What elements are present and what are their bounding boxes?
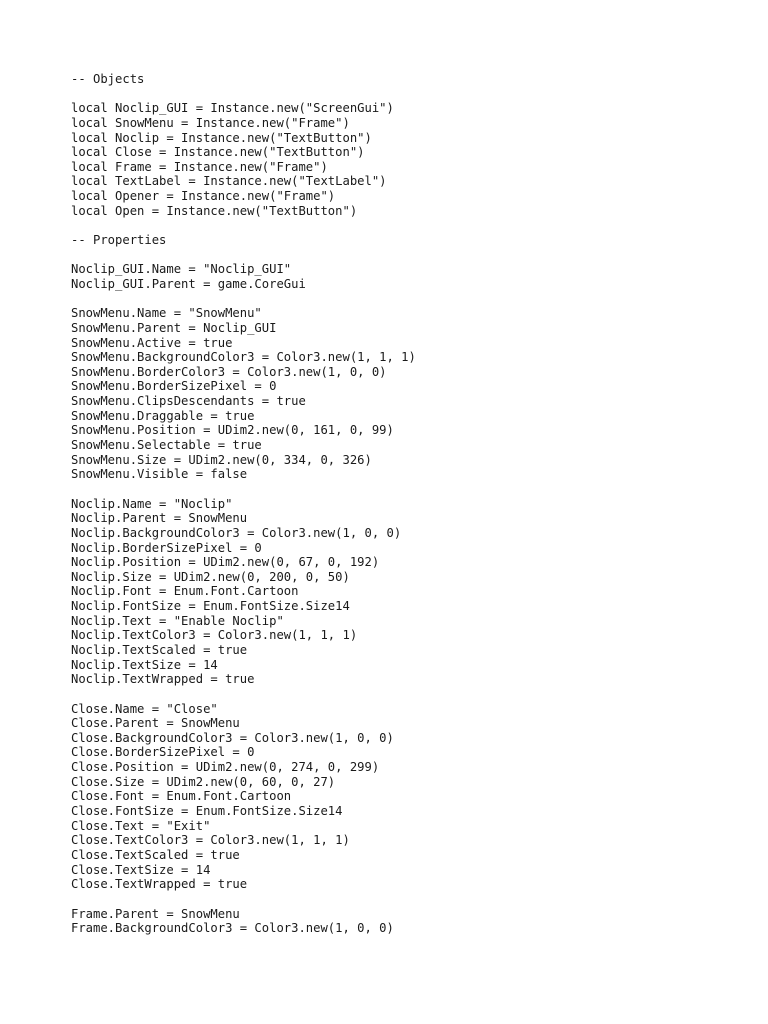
code-line: SnowMenu.ClipsDescendants = true [71, 394, 306, 409]
code-line: Close.Name = "Close" [71, 701, 218, 716]
code-block [71, 907, 731, 936]
code-line: SnowMenu.Draggable = true [71, 408, 255, 423]
code-line: SnowMenu.Selectable = true [71, 438, 262, 453]
code-line: Close.Size = UDim2.new(0, 60, 0, 27) [71, 774, 336, 789]
code-line: local Noclip = Instance.new("TextButton") [71, 130, 372, 145]
code-block [71, 262, 731, 291]
code-line: Noclip.TextScaled = true [71, 642, 248, 657]
code-line: SnowMenu.Size = UDim2.new(0, 334, 0, 326) [71, 452, 372, 467]
code-line: Noclip.FontSize = Enum.FontSize.Size14 [71, 599, 350, 614]
code-line: Noclip.Font = Enum.Font.Cartoon [71, 584, 299, 599]
code-line: Close.Text = "Exit" [71, 818, 211, 833]
code-block [71, 306, 731, 482]
code-line: local Close = Instance.new("TextButton") [71, 145, 365, 160]
code-line: Noclip.Parent = SnowMenu [71, 511, 248, 526]
code-line: Noclip.Position = UDim2.new(0, 67, 0, 192) [71, 555, 380, 570]
code-block [71, 72, 731, 87]
code-line: Noclip.Text = "Enable Noclip" [71, 613, 284, 628]
code-listing [71, 72, 731, 950]
code-line: Close.TextSize = 14 [71, 862, 211, 877]
code-line: SnowMenu.Active = true [71, 335, 233, 350]
code-line: Close.TextScaled = true [71, 847, 240, 862]
code-block [71, 101, 731, 218]
code-line: SnowMenu.Position = UDim2.new(0, 161, 0, 99) [71, 423, 394, 438]
code-line: Frame.BackgroundColor3 = Color3.new(1, 0, 0) [71, 921, 394, 936]
code-line: Close.TextWrapped = true [71, 877, 248, 892]
code-line: local Opener = Instance.new("Frame") [71, 189, 336, 204]
code-line: SnowMenu.Name = "SnowMenu" [71, 306, 262, 321]
code-line: Close.BorderSizePixel = 0 [71, 745, 255, 760]
code-block [71, 497, 731, 687]
code-line: Noclip.BackgroundColor3 = Color3.new(1, 0, 0) [71, 525, 402, 540]
code-line: SnowMenu.BorderSizePixel = 0 [71, 379, 277, 394]
code-line: SnowMenu.BorderColor3 = Color3.new(1, 0, 0) [71, 364, 387, 379]
code-line: Close.BackgroundColor3 = Color3.new(1, 0, 0) [71, 730, 394, 745]
code-line: SnowMenu.Visible = false [71, 467, 248, 482]
code-line: Noclip.TextSize = 14 [71, 657, 218, 672]
code-line: local SnowMenu = Instance.new("Frame") [71, 115, 350, 130]
code-line: local Noclip_GUI = Instance.new("ScreenGui") [71, 101, 394, 116]
code-line: Close.TextColor3 = Color3.new(1, 1, 1) [71, 833, 350, 848]
code-line: Noclip.Size = UDim2.new(0, 200, 0, 50) [71, 569, 350, 584]
code-line: local Open = Instance.new("TextButton") [71, 203, 358, 218]
code-line: Close.Position = UDim2.new(0, 274, 0, 299) [71, 760, 380, 775]
code-line: SnowMenu.Parent = Noclip_GUI [71, 320, 277, 335]
code-line: Close.Font = Enum.Font.Cartoon [71, 789, 292, 804]
code-line: Noclip.TextColor3 = Color3.new(1, 1, 1) [71, 628, 358, 643]
code-line: Frame.Parent = SnowMenu [71, 906, 240, 921]
code-line: local Frame = Instance.new("Frame") [71, 159, 328, 174]
code-line: -- Objects [71, 72, 145, 86]
code-line: -- Properties [71, 233, 167, 248]
code-block [71, 702, 731, 892]
code-line: Noclip_GUI.Name = "Noclip_GUI" [71, 262, 292, 277]
code-line: SnowMenu.BackgroundColor3 = Color3.new(1, 1, 1) [71, 350, 416, 365]
code-line: Noclip.TextWrapped = true [71, 672, 255, 687]
code-line: Noclip.Name = "Noclip" [71, 496, 233, 511]
code-block [71, 233, 731, 248]
code-line: Close.FontSize = Enum.FontSize.Size14 [71, 804, 343, 819]
code-line: Close.Parent = SnowMenu [71, 716, 240, 731]
code-line: Noclip_GUI.Parent = game.CoreGui [71, 276, 306, 291]
code-line: Noclip.BorderSizePixel = 0 [71, 540, 262, 555]
code-line: local TextLabel = Instance.new("TextLabel") [71, 174, 387, 189]
